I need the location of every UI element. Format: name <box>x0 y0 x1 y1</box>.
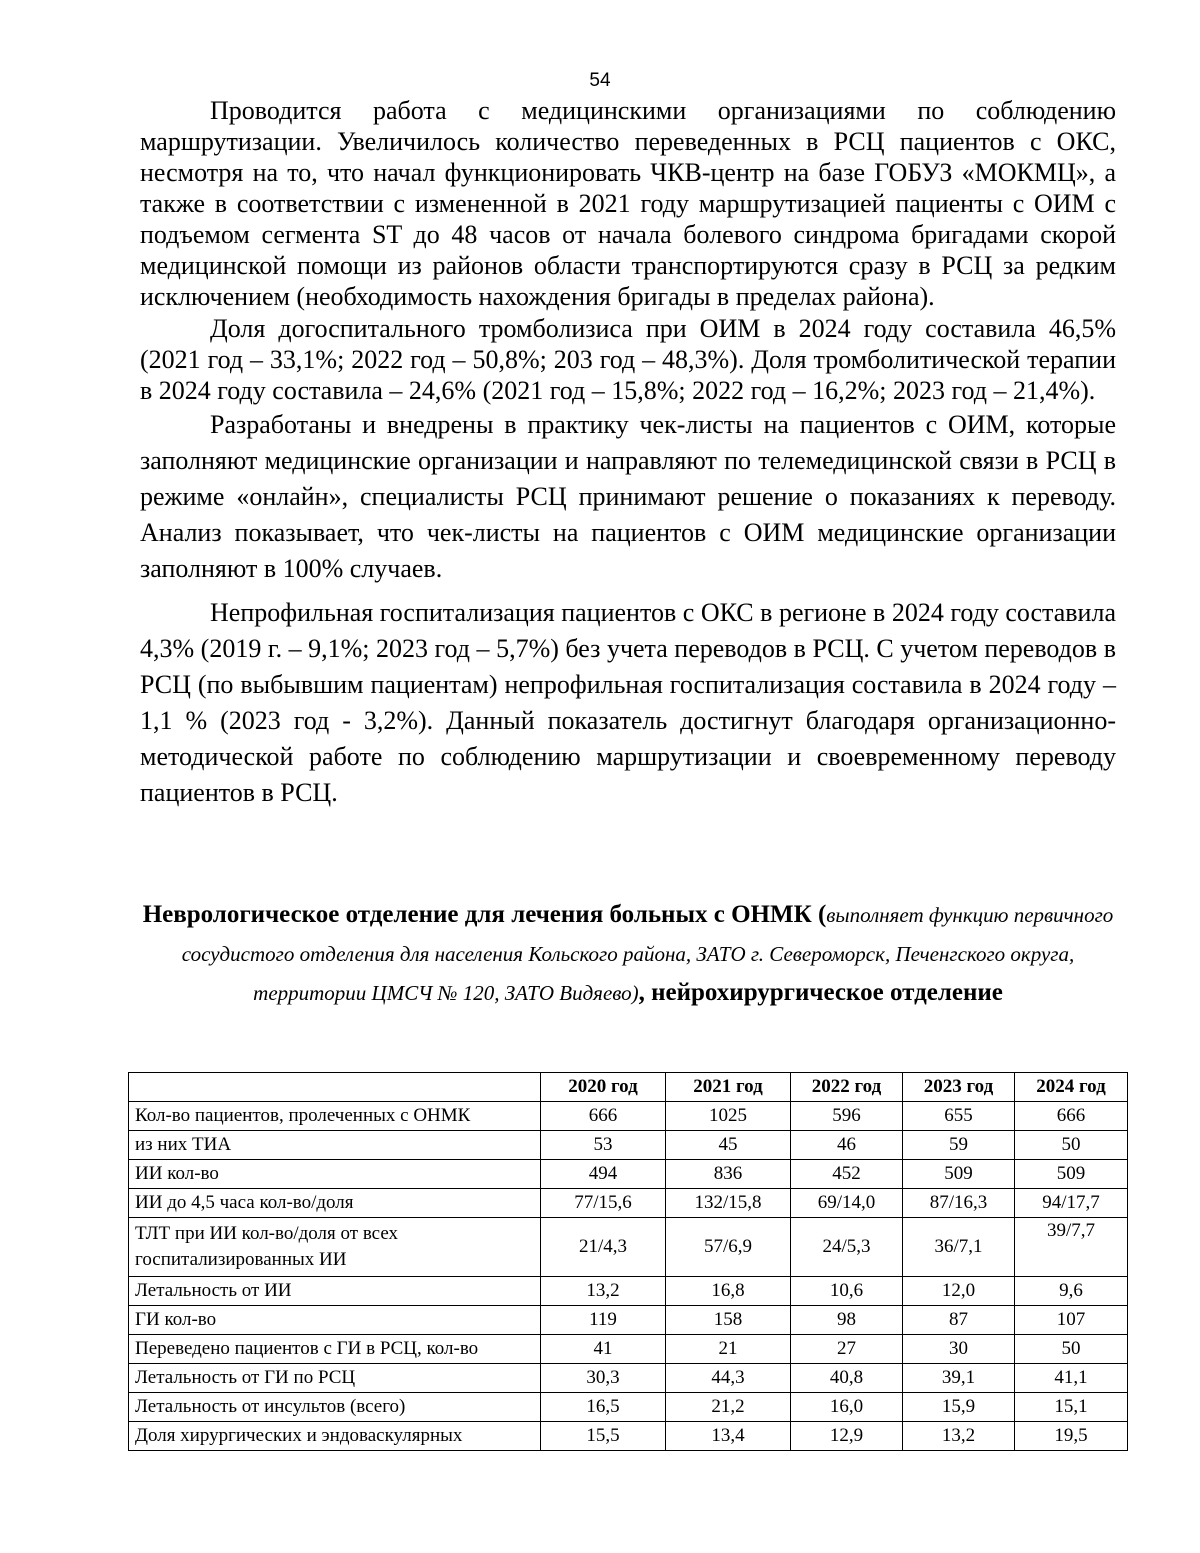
table-cell: 16,5 <box>541 1393 666 1422</box>
table-cell: 41,1 <box>1015 1364 1128 1393</box>
paragraph-routing: Проводится работа с медицинскими организациями по соблюдению маршрутизации. Увеличилось количество переведенных в РСЦ пациентов с ОКС, несмотря на то, что начал функционировать ЧКВ-центр на базе ГОБУЗ «МОКМЦ», а также в соответствии с измененной в 2021 году маршрутизацией пациенты с ОИМ с подъемом сегмента ST до 48 часов от начала болевого синдрома бригадами скорой медицинской помощи из районов области транспортируются сразу в РСЦ за редким исключением (необходимость нахождения бригады в пределах района). <box>140 96 1116 311</box>
table-cell: 30,3 <box>541 1364 666 1393</box>
header-blank-cell <box>129 1073 541 1102</box>
row-label: Кол-во пациентов, пролеченных с ОНМК <box>129 1102 541 1131</box>
table-cell: 39/7,7 <box>1015 1218 1128 1277</box>
table-cell: 107 <box>1015 1306 1128 1335</box>
table-cell: 87/16,3 <box>903 1189 1015 1218</box>
table-cell: 13,4 <box>666 1422 791 1451</box>
table-cell: 30 <box>903 1335 1015 1364</box>
table-cell: 452 <box>791 1160 903 1189</box>
table-cell: 21,2 <box>666 1393 791 1422</box>
table-cell: 16,8 <box>666 1277 791 1306</box>
table-cell: 836 <box>666 1160 791 1189</box>
table-cell: 666 <box>1015 1102 1128 1131</box>
header-year-2023: 2023 год <box>903 1073 1015 1102</box>
paragraph-thrombolysis: Доля догоспитального тромболизиса при ОИМ в 2024 году составила 46,5% (2021 год – 33,1%; 2022 год – 50,8%; 203 год – 48,3%). Доля тромболитической терапии в 2024 году составила – 24,6% (2021 год – 15,8%; 2022 год – 16,2%; 2023 год – 21,4%). <box>140 314 1116 405</box>
row-label <box>129 1218 541 1277</box>
table-cell: 1025 <box>666 1102 791 1131</box>
table-row <box>129 1131 1128 1160</box>
paragraph-checklists: Разработаны и внедрены в практику чек-листы на пациентов с ОИМ, которые заполняют медицинские организации и направляют по телемедицинской связи в РСЦ в режиме «онлайн», специалисты РСЦ принимают решение о показаниях к переводу. Анализ показывает, что чек-листы на пациентов с ОИМ медицинские организации заполняют в 100% случаев. <box>140 410 1116 583</box>
table-row <box>129 1335 1128 1364</box>
table-row <box>129 1306 1128 1335</box>
table-cell: 16,0 <box>791 1393 903 1422</box>
table-cell: 509 <box>903 1160 1015 1189</box>
table-cell: 59 <box>903 1131 1015 1160</box>
row-label: ГИ кол-во <box>129 1306 541 1335</box>
table-cell: 666 <box>541 1102 666 1131</box>
table-cell: 50 <box>1015 1335 1128 1364</box>
table-cell: 132/15,8 <box>666 1189 791 1218</box>
paragraph-hospitalization: Непрофильная госпитализация пациентов с ОКС в регионе в 2024 году составила 4,3% (2019 г. – 9,1%; 2023 год – 5,7%) без учета переводов в РСЦ. С учетом переводов в РСЦ (по выбывшим пациентам) непрофильная госпитализация составила в 2024 году – 1,1 % (2023 год - 3,2%). Данный показатель достигнут благодаря организационно-методической работе по соблюдению маршрутизации и своевременному переводу пациентов в РСЦ. <box>140 598 1116 807</box>
table-cell: 596 <box>791 1102 903 1131</box>
row-label: Переведено пациентов с ГИ в РСЦ, кол-во <box>129 1335 541 1364</box>
table-cell: 94/17,7 <box>1015 1189 1128 1218</box>
table-cell: 98 <box>791 1306 903 1335</box>
table-cell: 655 <box>903 1102 1015 1131</box>
table-cell: 77/15,6 <box>541 1189 666 1218</box>
stroke-statistics-table <box>128 1072 1128 1451</box>
table-cell: 15,9 <box>903 1393 1015 1422</box>
table-row <box>129 1189 1128 1218</box>
table-cell: 39,1 <box>903 1364 1015 1393</box>
header-year-2022: 2022 год <box>791 1073 903 1102</box>
table-cell: 509 <box>1015 1160 1128 1189</box>
table-cell: 36/7,1 <box>903 1218 1015 1277</box>
table-cell: 21/4,3 <box>541 1218 666 1277</box>
table-cell: 21 <box>666 1335 791 1364</box>
table-cell: 13,2 <box>541 1277 666 1306</box>
table-cell: 494 <box>541 1160 666 1189</box>
table-cell: 119 <box>541 1306 666 1335</box>
header-year-2024: 2024 год <box>1015 1073 1128 1102</box>
table-row <box>129 1364 1128 1393</box>
table-cell: 15,5 <box>541 1422 666 1451</box>
header-year-2021: 2021 год <box>666 1073 791 1102</box>
table-cell: 40,8 <box>791 1364 903 1393</box>
row-label-line-2: госпитализированных ИИ <box>135 1249 347 1270</box>
row-label: Летальность от ИИ <box>129 1277 541 1306</box>
table-cell: 41 <box>541 1335 666 1364</box>
table-cell: 9,6 <box>1015 1277 1128 1306</box>
row-label: ИИ кол-во <box>129 1160 541 1189</box>
table-cell: 87 <box>903 1306 1015 1335</box>
table-cell: 13,2 <box>903 1422 1015 1451</box>
table-cell: 45 <box>666 1131 791 1160</box>
section-heading <box>140 897 1116 1014</box>
table-row <box>129 1102 1128 1131</box>
heading-bold-part-1: Неврологическое отделение для лечения больных с ОНМК ( <box>142 901 827 928</box>
row-label: из них ТИА <box>129 1131 541 1160</box>
table-cell: 57/6,9 <box>666 1218 791 1277</box>
table-row <box>129 1393 1128 1422</box>
table-cell: 12,0 <box>903 1277 1015 1306</box>
row-label: Летальность от ГИ по РСЦ <box>129 1364 541 1393</box>
heading-italic-part: выполняет функцию первичного сосудистого отделения для населения Кольского района, ЗАТО г. Североморск, Печенгского округа, территории ЦМСЧ № 120, ЗАТО Видяево) <box>181 903 1114 1005</box>
row-label: ИИ до 4,5 часа кол-во/доля <box>129 1189 541 1218</box>
row-label-line-1: ТЛТ при ИИ кол-во/доля от всех <box>135 1223 399 1244</box>
table-cell: 158 <box>666 1306 791 1335</box>
table-cell: 44,3 <box>666 1364 791 1393</box>
table-row <box>129 1277 1128 1306</box>
body-text <box>140 95 1116 811</box>
table-cell: 27 <box>791 1335 903 1364</box>
table-cell: 53 <box>541 1131 666 1160</box>
table-cell: 10,6 <box>791 1277 903 1306</box>
header-year-2020: 2020 год <box>541 1073 666 1102</box>
table-cell: 15,1 <box>1015 1393 1128 1422</box>
page-number: 54 <box>589 70 611 91</box>
table-cell: 50 <box>1015 1131 1128 1160</box>
table-cell: 24/5,3 <box>791 1218 903 1277</box>
table-row <box>129 1160 1128 1189</box>
table-header-row <box>129 1073 1128 1102</box>
table-cell: 46 <box>791 1131 903 1160</box>
row-label: Доля хирургических и эндоваскулярных <box>129 1422 541 1451</box>
table-cell: 12,9 <box>791 1422 903 1451</box>
row-label: Летальность от инсультов (всего) <box>129 1393 541 1422</box>
heading-bold-part-2: , нейрохирургическое отделение <box>638 979 1003 1006</box>
table-cell: 19,5 <box>1015 1422 1128 1451</box>
table-row <box>129 1218 1128 1277</box>
table-cell: 69/14,0 <box>791 1189 903 1218</box>
table-row <box>129 1422 1128 1451</box>
